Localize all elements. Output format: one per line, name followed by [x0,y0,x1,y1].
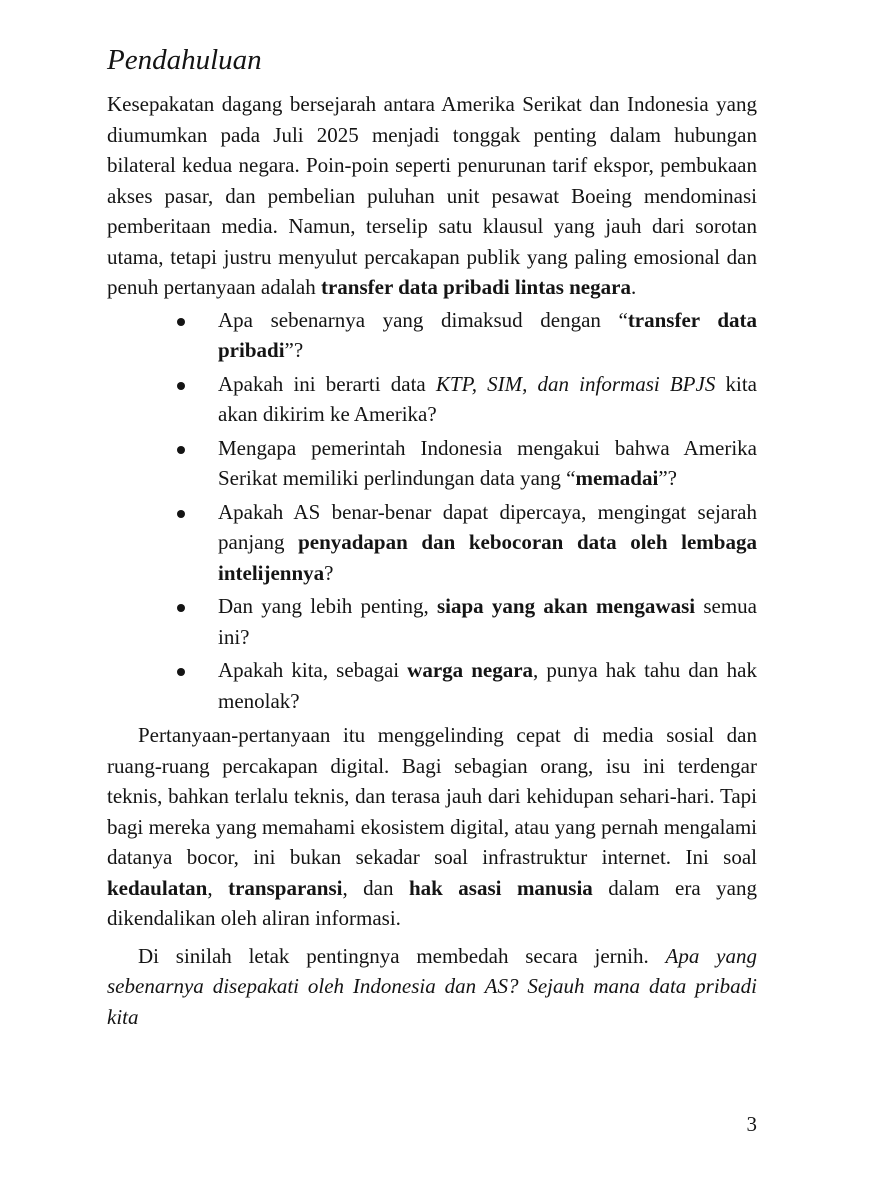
italic-text: KTP, SIM, dan informasi BPJS [435,371,716,396]
section-heading: Pendahuluan [107,44,262,76]
question-list [107,305,757,717]
body-text [107,89,757,1032]
text-segment: Di sinilah letak pentingnya membedah secara jernih. [138,943,666,968]
question-item [218,369,757,430]
bullet-icon [177,446,185,454]
text-segment: Apakah AS benar-benar dapat dipercaya, mengingat sejarah panjang [218,499,757,554]
question-item [218,655,757,716]
bold-text: hak asasi manusia [408,875,593,900]
text-segment: . [630,275,637,299]
intro-paragraph [107,89,757,303]
italic-text: Apa yang sebenarnya disepakati oleh Indonesia dan AS? Sejauh mana data pribadi kita [107,943,757,1029]
question-item [218,591,757,652]
bold-text: memadai [575,466,659,490]
discussion-paragraph [107,720,757,934]
bold-text: transparansi [228,875,343,900]
bullet-icon [177,510,185,518]
bullet-icon [177,668,185,676]
text-segment: kita akan dikirim ke Amerika? [218,371,757,426]
text-segment: Kesepakatan dagang bersejarah antara Amerika Serikat dan Indonesia yang diumumkan pada Juli 2025 menjadi tonggak penting dalam hubungan bilateral kedua negara. Poin-poin seperti penurunan tarif ekspor, pembukaan akses pasar, dan pembelian puluhan unit pesawat Boeing mendominasi pemberitaan media. Namun, terselip satu klausul yang jauh dari sorotan utama, tetapi justru menyulut percakapan publik yang paling emosional dan penuh pertanyaan adalah [107,92,757,299]
bullet-icon [177,604,185,612]
text-segment: Dan yang lebih penting, [218,594,437,618]
question-item [218,305,757,366]
question-item [218,433,757,494]
text-segment: Apakah kita, sebagai [218,658,408,682]
text-segment: Apakah ini berarti data [218,371,436,396]
text-segment: semua ini? [218,594,757,649]
text-segment: ”? [658,466,677,490]
closing-paragraph [107,941,757,1033]
bold-text: penyadapan dan kebocoran data oleh lembaga intelijennya [218,530,757,585]
bold-text: kedaulatan [107,875,208,900]
text-segment: , punya hak tahu dan hak menolak? [218,658,757,713]
question-item [218,497,757,589]
text-segment: ”? [284,338,304,362]
text-segment: Pertanyaan-pertanyaan itu menggelinding cepat di media sosial dan ruang-ruang percakapan digital. Bagi sebagian orang, isu ini terdengar teknis, bahkan terlalu teknis, dan terasa jauh dari kehidupan sehari-hari. Tapi bagi mereka yang memahami ekosistem digital, atau yang pernah mengalami datanya bocor, ini bukan sekadar soal infrastruktur internet. Ini soal [107,723,757,869]
page-number: 3 [746,1112,757,1136]
bold-text: transfer data pribadi [218,307,757,362]
text-segment: Mengapa pemerintah Indonesia mengakui bahwa Amerika Serikat memiliki perlindungan data yang “ [218,435,757,490]
text-segment: , dan [342,875,409,900]
bold-text: warga negara [407,658,534,682]
bold-text: siapa yang akan mengawasi [437,594,696,618]
text-segment: dalam era yang dikendalikan oleh aliran informasi. [107,875,757,930]
bullet-icon [177,382,185,390]
text-segment: , [207,875,229,900]
bullet-icon [177,318,185,326]
bold-text: transfer data pribadi lintas negara [320,275,631,299]
text-segment: ? [324,560,334,585]
text-segment: Apa sebenarnya yang dimaksud dengan “ [218,307,628,332]
